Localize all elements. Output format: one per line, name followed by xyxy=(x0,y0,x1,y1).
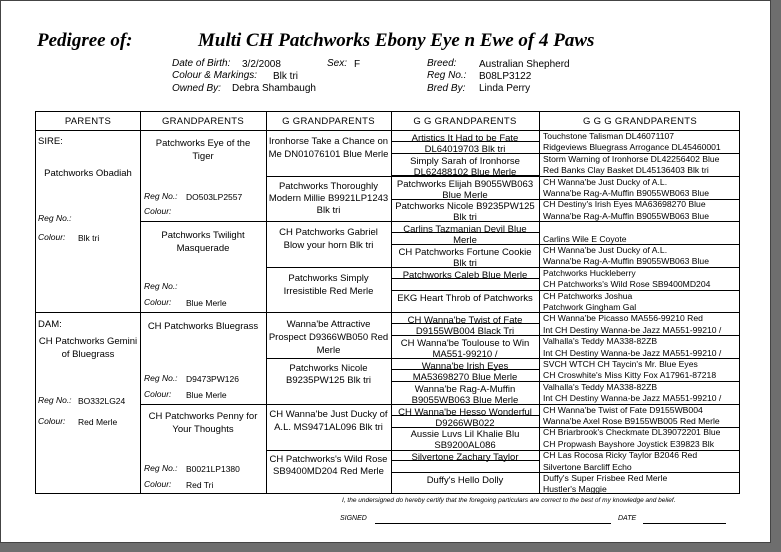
grandparent-2-colour-label: Colour: xyxy=(144,297,172,307)
owned-by-label: Owned By: xyxy=(172,83,221,94)
grandparent-1-name: Patchworks Eye of the Tiger xyxy=(155,138,251,162)
g-grandparent-7: CH Wanna'be Just Ducky of A.L. MS9471AL096 Blk tri xyxy=(269,409,388,433)
ggg-grandparent-28: CH Propwash Bayshore Joystick E39823 Blk xyxy=(543,438,714,449)
dam-label: DAM: xyxy=(38,319,62,330)
ggg-grandparent-3: Storm Warning of Ironhorse DL42256402 Blue xyxy=(543,153,720,164)
grandparent-1-reg-label: Reg No.: xyxy=(144,191,178,201)
ggg-grandparent-13: Patchworks Huckleberry xyxy=(543,267,636,278)
sire-colour-label: Colour: xyxy=(38,232,66,242)
colour-markings-label: Colour & Markings: xyxy=(172,70,258,81)
page-shadow-right xyxy=(771,6,781,552)
grandparent-4-colour: Red Tri xyxy=(186,480,214,490)
gg-grandparent-16: Duffy's Hello Dolly xyxy=(426,475,504,486)
g-grandparent-8: CH Patchworks's Wild Rose SB9400MD204 Red Merle xyxy=(269,454,388,477)
ggg-grandparent-17: CH Wanna'be Picasso MA556-99210 Red xyxy=(543,313,703,324)
ggg-grandparent-22: CH Croswhite's Miss Kitty Fox A17961-87218 xyxy=(543,370,717,381)
ggg-grandparent-7: CH Destiny's Irish Eyes MA63698270 Blue xyxy=(543,199,706,210)
breed-label: Breed: xyxy=(427,58,457,69)
gg-grandparent-11: Wanna'be Irish Eyes MA53698270 Blue Merle xyxy=(412,361,518,382)
grandparent-3-name: CH Patchworks Bluegrass xyxy=(147,321,259,332)
ggg-grandparent-27: CH Briarbrook's Checkmate DL39072201 Blue xyxy=(543,427,721,438)
bred-by-label: Bred By: xyxy=(427,83,466,94)
g-grandparent-4: Patchworks Simply Irresistible Red Merle xyxy=(283,273,374,297)
gg-grandparent-5: Carlins Tazmanian Devil Blue Merle xyxy=(403,224,527,245)
ggg-grandparent-30: Silvertone Barcliff Echo xyxy=(543,461,632,472)
ggg-grandparent-16: Patchwork Gingham Gal xyxy=(543,302,637,312)
dam-colour: Red Merle xyxy=(78,417,118,427)
dob-label: Date of Birth: xyxy=(172,58,231,69)
gg-grandparent-9: CH Wanna'be Twist of Fate D9155WB004 Black Tri xyxy=(407,315,523,337)
grandparent-1-colour-label: Colour: xyxy=(144,206,172,216)
gg-grandparent-6: CH Patchworks Fortune Cookie Blk tri xyxy=(398,247,532,268)
ggg-grandparent-32: Hustler's Maggie xyxy=(543,484,607,495)
page-shadow-bottom xyxy=(6,543,781,552)
gg-grandparent-15: Silvertone Zachary Taylor xyxy=(411,452,519,464)
grandparent-2-reg-label: Reg No.: xyxy=(144,281,178,291)
g-grandparent-2: Patchworks Thoroughly Modern Millie B9921LP1243 Blk tri xyxy=(268,181,389,216)
ggg-grandparent-4: Red Banks Clay Basket DL45136403 Blk tri xyxy=(543,165,709,176)
grandparent-3-reg-label: Reg No.: xyxy=(144,373,178,383)
ggg-grandparent-6: Wanna'be Rag-A-Muffin B9055WB063 Blue xyxy=(543,188,709,198)
ggg-grandparent-12: Wanna'be Rag-A-Muffin B9055WB063 Blue xyxy=(543,256,709,267)
gg-grandparent-3: Patchworks Elijah B9055WB063 Blue Merle xyxy=(396,178,534,200)
grandparent-2-name: Patchworks Twilight Masquerade xyxy=(161,230,245,254)
sire-reg-label: Reg No.: xyxy=(38,213,72,223)
g-grandparent-5: Wanna'be Attractive Prospect D9366WB050 Red Merle xyxy=(268,319,389,356)
dam-reg-label: Reg No.: xyxy=(38,395,72,405)
bred-by-value: Linda Perry xyxy=(479,83,531,94)
sex-value: F xyxy=(354,59,361,70)
grandparent-3-reg: D9473PW126 xyxy=(186,374,239,384)
grandparent-3-colour: Blue Merle xyxy=(186,390,227,400)
owned-by-value: Debra Shambaugh xyxy=(232,83,316,94)
ggg-grandparent-15: CH Patchworks Joshua xyxy=(543,290,633,301)
sex-label: Sex: xyxy=(327,58,348,69)
grandparent-4-reg: B0021LP1380 xyxy=(186,464,240,474)
pedigree-table xyxy=(35,111,740,494)
gg-grandparent-2: Simply Sarah of Ironhorse DL62488102 Blue Merle xyxy=(410,155,520,177)
sire-colour: Blk tri xyxy=(78,233,100,243)
ggg-grandparent-26: Wanna'be Axel Rose B9155WB005 Red Merle xyxy=(543,416,720,426)
ggg-grandparent-5: CH Wanna'be Just Ducky of A.L. xyxy=(543,176,668,187)
g-grandparent-1: Ironhorse Take a Chance on Me DN01076101 Blue Merle xyxy=(268,136,389,160)
header-parents: PARENTS xyxy=(64,115,112,127)
sire-name: Patchworks Obadiah xyxy=(44,168,132,179)
gg-grandparent-4: Patchworks Nicole B9235PW125 Blk tri xyxy=(395,201,535,223)
g-grandparent-6: Patchworks Nicole B9235PW125 Blk tri xyxy=(285,363,371,386)
ggg-grandparent-19: Valhalla's Teddy MA338-82ZB xyxy=(543,336,658,347)
ggg-grandparent-23: Valhalla's Teddy MA338-82ZB xyxy=(543,381,658,392)
gg-grandparent-7: Patchworks Caleb Blue Merle xyxy=(402,269,528,281)
breed-value: Australian Shepherd xyxy=(479,59,570,70)
gg-grandparent-8: EKG Heart Throb of Patchworks xyxy=(397,292,533,304)
ggg-grandparent-11: CH Wanna'be Just Ducky of A.L. xyxy=(543,245,668,255)
date-label: DATE xyxy=(618,515,637,522)
date-line xyxy=(643,523,726,524)
sire-label: SIRE: xyxy=(38,136,63,147)
grandparent-1-reg: DO503LP2557 xyxy=(186,192,243,202)
signed-label: SIGNED xyxy=(340,515,367,522)
dob-value: 3/2/2008 xyxy=(242,59,281,70)
gg-grandparent-10: CH Wanna'be Toulouse to Win MA551-99210 / xyxy=(400,338,530,359)
colour-markings-value: Blk tri xyxy=(273,71,298,82)
grandparent-4-reg-label: Reg No.: xyxy=(144,463,178,473)
ggg-grandparent-20: Int CH Destiny Wanna-be Jazz MA551-99210 / xyxy=(543,347,722,358)
reg-no-value: B08LP3122 xyxy=(479,71,532,82)
dam-reg: BO332LG24 xyxy=(78,396,126,406)
g-grandparent-3: CH Patchworks Gabriel Blow your horn Blk tri xyxy=(279,227,378,251)
header-g-grandparents: G GRANDPARENTS xyxy=(282,115,375,127)
ggg-grandparent-21: SVCH WTCH CH Taycin's Mr. Blue Eyes xyxy=(543,359,698,369)
gg-grandparent-12: Wanna'be Rag-A-Muffin B9055WB063 Blue Merle xyxy=(411,383,519,405)
header-gg-grandparents: G G GRANDPARENTS xyxy=(413,115,517,127)
gg-grandparent-1: Artistics It Had to be Fate DL64019703 Blk tri xyxy=(411,133,519,154)
grandparent-4-name: CH Patchworks Penny for Your Thoughts xyxy=(148,411,258,435)
pedigree-of-label: Pedigree of: xyxy=(37,30,133,51)
dam-colour-label: Colour: xyxy=(38,416,66,426)
ggg-grandparent-24: Int CH Destiny Wanna-be Jazz MA551-99210 / xyxy=(543,393,722,404)
ggg-grandparent-14: CH Patchworks's Wild Rose SB9400MD204 xyxy=(543,279,711,290)
ggg-grandparent-10: Carlins Wile E Coyote xyxy=(543,233,627,244)
grandparent-2-colour: Blue Merle xyxy=(186,298,227,308)
grandparent-4-colour-label: Colour: xyxy=(144,479,172,489)
dam-name: CH Patchworks Gemini of Bluegrass xyxy=(38,336,138,360)
grandparent-3-colour-label: Colour: xyxy=(144,389,172,399)
ggg-grandparent-8: Wanna'be Rag-A-Muffin B9055WB063 Blue xyxy=(543,210,709,221)
certification-text: I, the undersigned do hereby certify that the foregoing particulars are correct to the best of my knowledge and belief. xyxy=(342,497,676,504)
ggg-grandparent-18: Int CH Destiny Wanna-be Jazz MA551-99210 / xyxy=(543,324,722,335)
signature-line xyxy=(375,523,611,524)
dog-name-title: Multi CH Patchworks Ebony Eye n Ewe of 4 Paws xyxy=(198,30,595,51)
ggg-grandparent-31: Duffy's Super Frisbee Red Merle xyxy=(543,473,668,483)
header-grandparents: GRANDPARENTS xyxy=(161,115,245,127)
ggg-grandparent-29: CH Las Rocosa Ricky Taylor B2046 Red xyxy=(543,450,698,461)
gg-grandparent-14: Aussie Luvs Lil Khalie Blu SB9200AL086 xyxy=(410,429,520,451)
reg-no-label: Reg No.: xyxy=(427,70,467,81)
ggg-grandparent-1: Touchstone Talisman DL46071107 xyxy=(543,131,675,141)
ggg-grandparent-2: Ridgeviews Bluegrass Arrogance DL45460001 xyxy=(543,142,721,153)
ggg-grandparent-25: CH Wanna'be Twist of Fate D9155WB004 xyxy=(543,404,703,415)
gg-grandparent-13: CH Wanna'be Hesso Wonderful D9266WB022 xyxy=(398,406,532,428)
header-ggg-grandparents: G G G GRANDPARENTS xyxy=(583,115,697,127)
